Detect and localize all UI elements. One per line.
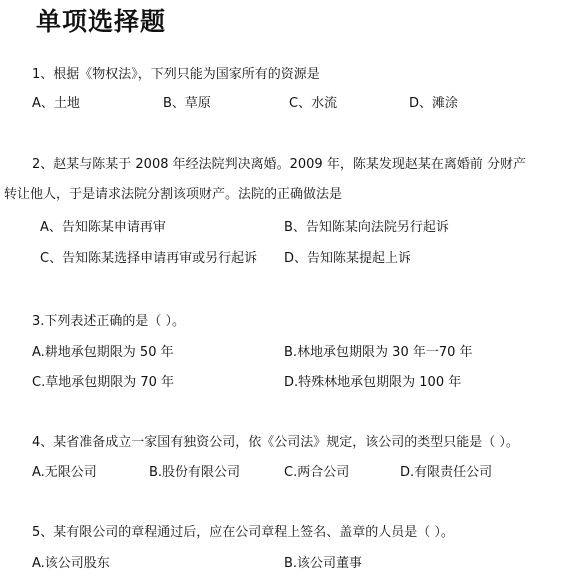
question-1-option-a: A、土地 (32, 96, 80, 111)
question-5-option-b: B.该公司董事 (284, 556, 363, 571)
question-3-option-b: B.林地承包期限为 30 年一70 年 (284, 345, 473, 360)
question-3-stem: 3.下列表述正确的是（ ）。 (32, 314, 186, 329)
question-2-option-b: B、告知陈某向法院另行起诉 (284, 220, 449, 235)
question-1-option-c: C、水流 (289, 96, 338, 111)
question-5-stem: 5、某有限公司的章程通过后，应在公司章程上签名、盖章的人员是（ ）。 (32, 525, 454, 540)
question-4-option-a: A.无限公司 (32, 465, 97, 480)
question-3-option-a: A.耕地承包期限为 50 年 (32, 345, 174, 360)
question-4-stem: 4、某省准备成立一家国有独资公司，依《公司法》规定，该公司的类型只能是（ ）。 (32, 435, 519, 450)
question-1-option-b: B、草原 (163, 96, 211, 111)
question-3-option-c: C.草地承包期限为 70 年 (32, 375, 175, 390)
question-5-option-a: A.该公司股东 (32, 556, 110, 571)
question-4-option-d: D.有限责任公司 (400, 465, 493, 480)
question-2-stem-line-2: 转让他人，于是请求法院分割该项财产。法院的正确做法是 (4, 187, 343, 202)
question-1-option-d: D、滩涂 (409, 96, 459, 111)
question-2-option-d: D、告知陈某提起上诉 (284, 251, 412, 266)
question-2-option-a: A、告知陈某申请再审 (40, 220, 166, 235)
question-4-option-c: C.两合公司 (284, 465, 350, 480)
question-2-option-c: C、告知陈某选择申请再审或另行起诉 (40, 251, 258, 266)
question-4-option-b: B.股份有限公司 (149, 465, 241, 480)
question-2-stem-line-1: 2、赵某与陈某于 2008 年经法院判决离婚。2009 年，陈某发现赵某在离婚前 分财产 (32, 157, 526, 172)
question-3-option-d: D.特殊林地承包期限为 100 年 (284, 375, 462, 390)
question-1-stem: 1、根据《物权法》，下列只能为国家所有的资源是 (32, 67, 320, 82)
page-title: 单项选择题 (36, 7, 167, 36)
